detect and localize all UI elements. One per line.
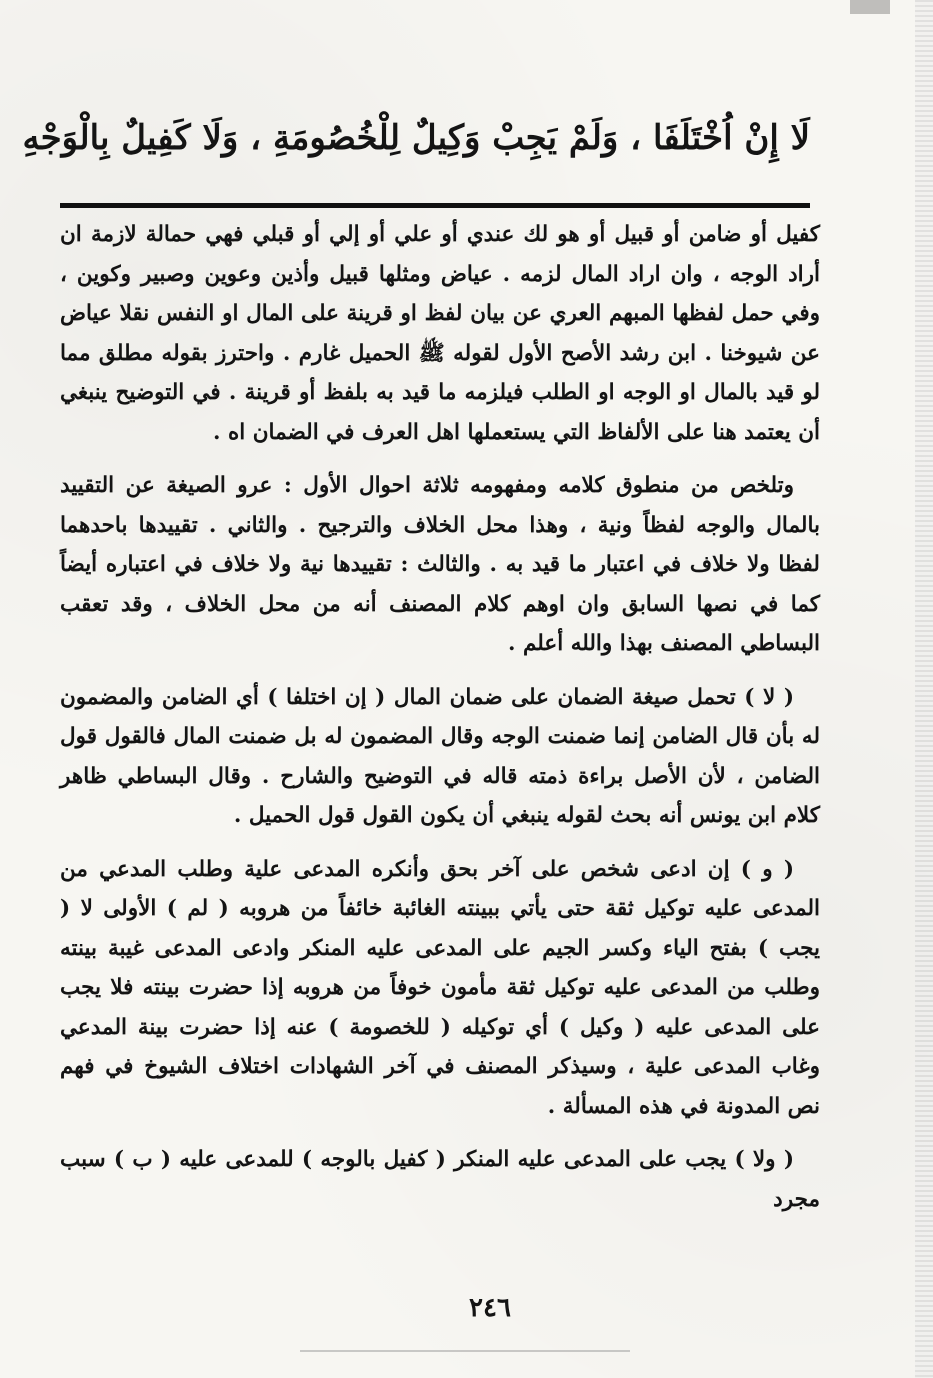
paragraph-1: كفيل أو ضامن أو قبيل أو هو لك عندي أو علي أو إلي أو قبلي فهي حمالة لازمة ان أراد الوجه ، وان اراد المال لزمه . عياض ومثلها قبيل وأذين وعوين وصبير وكوين ، وفي حمل لفظها المبهم العري عن بيان لفظ او قرينة على المال او النفس نقلا عياض عن شيوخنا . ابن رشد الأصح الأول لقوله ﷺ الحميل غارم . واحترز بقوله مطلق مما لو قيد بالمال او الوجه او الطلب فيلزمه ما قيد به بلفظ أو قرينة . في التوضيح ينبغي أن يعتمد هنا على الألفاظ التي يستعملها اهل العرف في الضمان اه . [60, 222, 820, 445]
paragraph-3: ( لا ) تحمل صيغة الضمان على ضمان المال ( إن اختلفا ) أي الضامن والمضمون له بأن قال الضامن إنما ضمنت الوجه وقال المضمون له بل ضمنت المال فالقول قول الضامن ، لأن الأصل براءة ذمته قاله في التوضيح والشارح . وقال البساطي ظاهر كلام ابن يونس أنه بحث لقوله ينبغي أن يكون القول قول الحميل . [60, 684, 820, 828]
paragraph-5: ( ولا ) يجب على المدعى عليه المنكر ( كفيل بالوجه ) للمدعى عليه ( ب ) سبب مجرد [60, 1147, 820, 1212]
scan-edge [915, 0, 933, 1378]
running-head: لَا إِنْ اُخْتَلَفَا ، وَلَمْ يَجِبْ وَكِيلٌ لِلْخُصُومَةِ ، وَلَا كَفِيلٌ بِالْوَجْهِ [22, 118, 810, 158]
footer-rule [300, 1350, 630, 1352]
header-rule [60, 203, 810, 208]
paragraph-2: وتلخص من منطوق كلامه ومفهومه ثلاثة احوال الأول : عرو الصيغة عن التقييد بالمال والوجه لفظاً ونية ، وهذا محل الخلاف والترجيح . والثاني . تقييدها باحدهما لفظا ولا خلاف في اعتبار ما قيد به . والثالث : تقييدها نية ولا خلاف في اعتباره أيضاً كما في نصها السابق وان اوهم كلام المصنف أنه من محل الخلاف ، وقد تعقب البساطي المصنف بهذا والله أعلم . [60, 473, 820, 656]
scan-mark [850, 0, 890, 14]
page-number: ٢٤٦ [469, 1293, 511, 1323]
main-text [60, 215, 820, 1219]
paragraph-4: ( و ) إن ادعى شخص على آخر بحق وأنكره المدعى علية وطلب المدعي من المدعى عليه توكيل ثقة حتى يأتي ببينته الغائبة خائفاً من هروبه ( لم ) الأولى لا ( يجب ) بفتح الياء وكسر الجيم على المدعى عليه المنكر وادعى المدعى غيبة بينته وطلب من المدعى عليه توكيل ثقة مأمون خوفاً من هروبه إذا حضرت بينته فلا يجب على المدعى عليه ( وكيل ) أي توكيله ( للخصومة ) عنه إذا حضرت بينة المدعي وغاب المدعى علية ، وسيذكر المصنف في آخر الشهادات اختلاف الشيوخ في فهم نص المدونة في هذه المسألة . [60, 856, 820, 1119]
